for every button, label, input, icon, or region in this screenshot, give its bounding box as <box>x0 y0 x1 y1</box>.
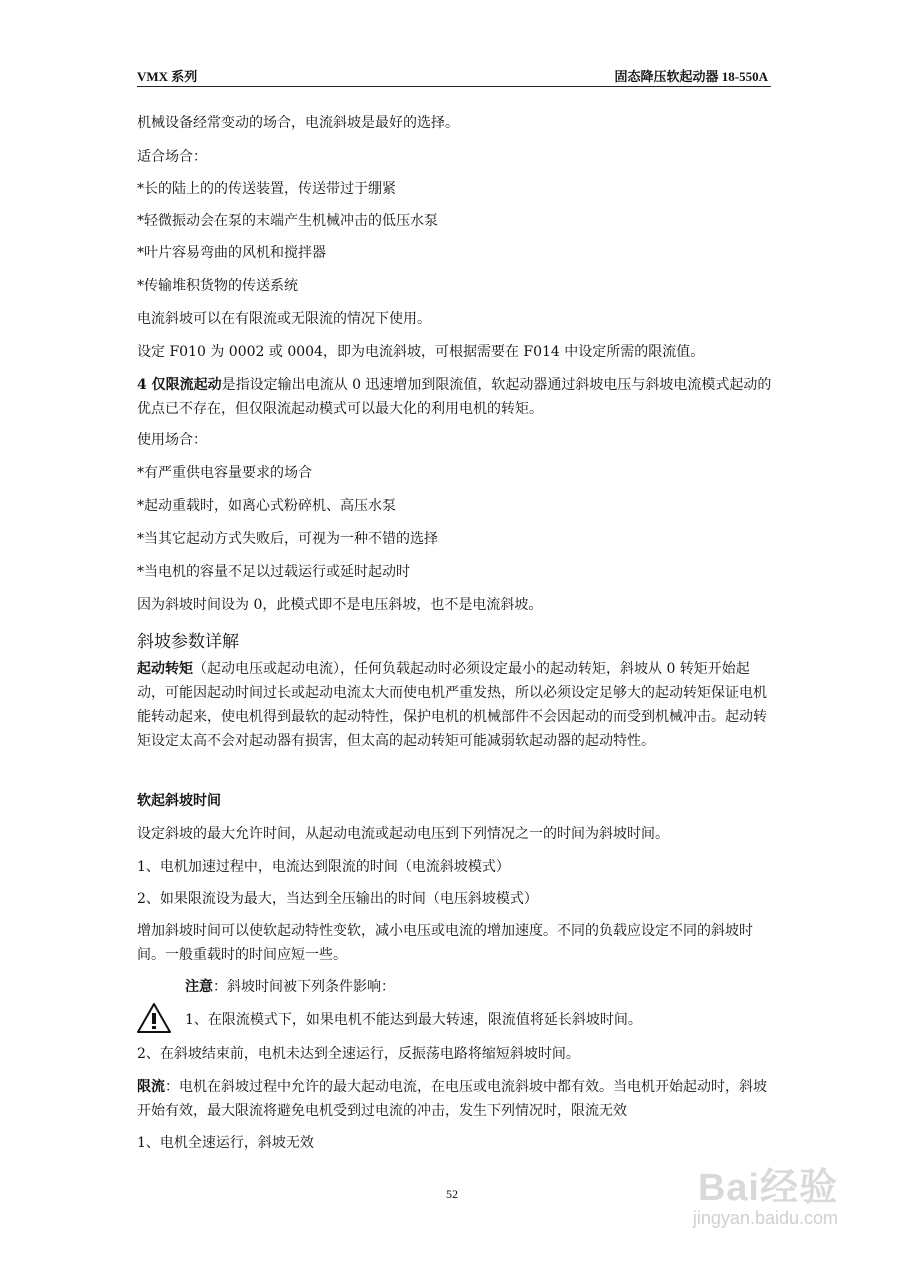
list-item: 1、电机加速过程中，电流达到限流的时间（电流斜坡模式） <box>137 859 510 875</box>
watermark-logo: Bai经验 <box>697 1167 838 1209</box>
paragraph: 适合场合： <box>137 149 207 165</box>
list-item: *叶片容易弯曲的风机和搅拌器 <box>137 245 326 261</box>
term-current-limit: 限流 <box>137 1079 165 1095</box>
header-rule <box>137 86 771 87</box>
note-label: 注意 <box>185 979 213 995</box>
paragraph: 电流斜坡可以在有限流或无限流的情况下使用。 <box>137 311 431 327</box>
watermark <box>646 1150 846 1250</box>
paragraph-current-limit-start <box>137 373 773 421</box>
term-start-torque: 起动转矩 <box>137 661 193 677</box>
paragraph-text: 是指设定输出电流从 0 迅速增加到限流值，软起动器通过斜坡电压与斜坡电流模式起动的优点已不存在，但仅限流起动模式可以最大化的利用电机的转矩。 <box>137 377 772 417</box>
paragraph: 设定 F010 为 0002 或 0004，即为电流斜坡，可根据需要在 F014 中设定所需的限流值。 <box>137 344 705 360</box>
paragraph: 使用场合： <box>137 432 207 448</box>
section-title: 斜坡参数详解 <box>137 632 239 652</box>
list-item: 2、如果限流设为最大，当达到全压输出的时间（电压斜坡模式） <box>137 891 538 907</box>
subsection-title: 软起斜坡时间 <box>137 793 221 809</box>
list-item: 1、在限流模式下，如果电机不能达到最大转速，限流值将延长斜坡时间。 <box>185 1012 642 1028</box>
list-item: *有严重供电容量要求的场合 <box>137 465 312 481</box>
header-series: VMX 系列 <box>137 69 198 84</box>
paragraph: 机械设备经常变动的场合，电流斜坡是最好的选择。 <box>137 115 459 131</box>
paragraph-current-limit <box>137 1075 773 1123</box>
warning-icon <box>136 1002 172 1034</box>
list-item: *轻微振动会在泵的末端产生机械冲击的低压水泵 <box>137 213 438 229</box>
paragraph: 增加斜坡时间可以使软起动特性变软，减小电压或电流的增加速度。不同的负载应设定不同的斜坡时间。一般重载时的时间应短一些。 <box>137 923 753 963</box>
list-item: 2、在斜坡结束前，电机未达到全速运行，反振荡电路将缩短斜坡时间。 <box>137 1046 580 1062</box>
list-item: 1、电机全速运行，斜坡无效 <box>137 1135 314 1151</box>
paragraph-start-torque <box>137 657 773 753</box>
paragraph-text: （起动电压或起动电流），任何负载起动时必须设定最小的起动转矩，斜坡从 0 转矩开始起动，可能因起动时间过长或起动电流太大而使电机严重发热，所以必须设定足够大的起动转矩保证电机能转动起来，使电机得到最软的起动特性，保护电机的机械部件不会因起动的而受到机械冲击。起动转矩设定太高不会对起动器有损害，但太高的起动转矩可能减弱软起动器的起动特性。 <box>137 661 767 749</box>
note-text: ：斜坡时间被下列条件影响： <box>213 979 395 995</box>
paragraph: 设定斜坡的最大允许时间，从起动电流或起动电压到下列情况之一的时间为斜坡时间。 <box>137 826 669 842</box>
paragraph-text: ：电机在斜坡过程中允许的最大起动电流，在电压或电流斜坡中都有效。当电机开始起动时，斜坡开始有效，最大限流将避免电机受到过电流的冲击，发生下列情况时，限流无效 <box>137 1079 767 1119</box>
list-item: *起动重载时，如离心式粉碎机、高压水泵 <box>137 498 396 514</box>
note-heading <box>185 975 821 999</box>
header-product: 固态降压软起动器 18-550A <box>614 69 768 84</box>
watermark-url: jingyan.baidu.com <box>692 1208 838 1228</box>
list-item: *长的陆上的的传送装置，传送带过于绷紧 <box>137 181 396 197</box>
page-number: 52 <box>446 1187 458 1201</box>
paragraph: 因为斜坡时间设为 0，此模式即不是电压斜坡，也不是电流斜坡。 <box>137 597 543 613</box>
list-item: *传输堆积货物的传送系统 <box>137 278 298 294</box>
term-current-limit-start: 4 仅限流起动 <box>137 377 222 393</box>
list-item: *当电机的容量不足以过载运行或延时起动时 <box>137 564 410 580</box>
list-item: *当其它起动方式失败后，可视为一种不错的选择 <box>137 531 438 547</box>
